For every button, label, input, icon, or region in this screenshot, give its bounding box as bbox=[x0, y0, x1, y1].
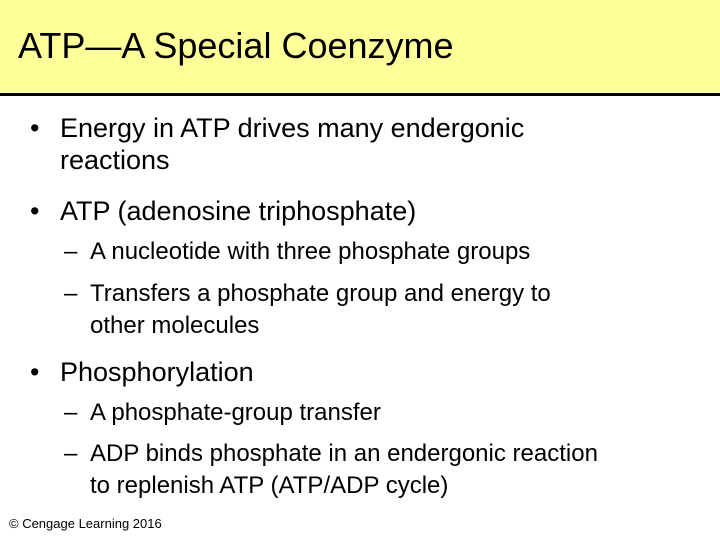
subbullet-text-line: Transfers a phosphate group and energy to bbox=[90, 280, 551, 307]
bullet-text-line: Energy in ATP drives many endergonic bbox=[60, 113, 525, 143]
bullet-marker: • bbox=[30, 196, 40, 226]
subbullet-text-line: other molecules bbox=[90, 312, 260, 339]
subbullet-text-line: ADP binds phosphate in an endergonic reaction bbox=[90, 440, 598, 467]
subbullet-marker: – bbox=[64, 399, 78, 426]
bullet-phosphorylation bbox=[30, 356, 254, 388]
subbullet-transfers bbox=[64, 278, 551, 342]
bullet-text-line: ATP (adenosine triphosphate) bbox=[60, 196, 417, 226]
subbullet-text-line: to replenish ATP (ATP/ADP cycle) bbox=[90, 472, 449, 499]
copyright-notice: © Cengage Learning 2016 bbox=[9, 516, 162, 531]
subbullet-nucleotide bbox=[64, 236, 531, 268]
subbullet-phosphate-transfer bbox=[64, 397, 381, 429]
bullet-atp-definition bbox=[30, 195, 417, 227]
bullet-marker: • bbox=[30, 357, 40, 387]
subbullet-marker: – bbox=[64, 440, 78, 467]
bullet-marker: • bbox=[30, 113, 40, 143]
subbullet-marker: – bbox=[64, 280, 78, 307]
bullet-text-line: Phosphorylation bbox=[60, 357, 254, 387]
subbullet-adp-binds bbox=[64, 438, 598, 502]
bullet-energy-atp bbox=[30, 112, 525, 176]
slide-title: ATP—A Special Coenzyme bbox=[18, 25, 454, 66]
bullet-text-line: reactions bbox=[60, 145, 170, 175]
subbullet-marker: – bbox=[64, 238, 78, 265]
subbullet-text-line: A phosphate-group transfer bbox=[90, 399, 381, 426]
subbullet-text-line: A nucleotide with three phosphate groups bbox=[90, 238, 531, 265]
